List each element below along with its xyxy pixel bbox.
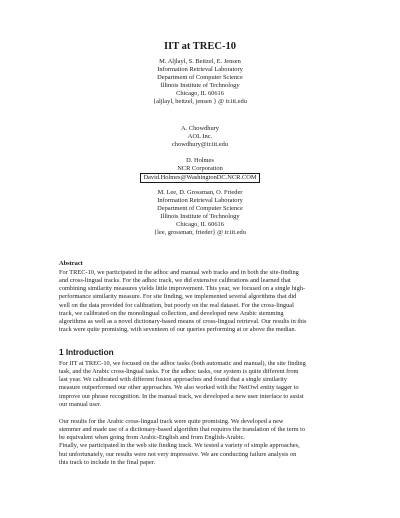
affiliation-city: Chicago, IL 60616 bbox=[176, 221, 224, 229]
affiliation-institute: Illinois Institute of Technology bbox=[160, 213, 240, 221]
author-emails: {lee, grossman, frieder} @ ir.iit.edu bbox=[154, 229, 246, 237]
abstract-line: well on the data provided for calibration, but poorly on the real dataset. For the cross-lingual bbox=[59, 301, 294, 309]
author-group-iit-2 bbox=[0, 189, 400, 238]
author-group-aol bbox=[0, 125, 400, 149]
abstract-line: performance similarity measure. For site finding, we implemented several algorithms that did bbox=[59, 293, 297, 301]
intro-line: but unfortunately, our results were not very impressive. We are conducting failure analysis on bbox=[59, 450, 297, 458]
section-heading-introduction: 1 Introduction bbox=[59, 348, 114, 357]
author-names: M. Lee, D. Grossman, O. Frieder bbox=[157, 189, 243, 196]
intro-line: Our results for the Arabic cross-lingual track were quite promising. We developed a new bbox=[59, 418, 284, 425]
intro-line: be equivalent when going from Arabic-English and from English-Arabic. bbox=[59, 434, 245, 442]
affiliation-company: AOL Inc. bbox=[187, 133, 213, 141]
affiliation-dept: Department of Computer Science bbox=[157, 74, 243, 82]
affiliation-lab: Information Retrieval Laboratory bbox=[157, 197, 243, 205]
intro-paragraph-2 bbox=[59, 418, 349, 467]
author-names: M. Aljlayl, S. Beitzel, E. Jensen bbox=[159, 58, 241, 65]
intro-line: For IIT at TREC-10, we focused on the adhoc tasks (both automatic and manual), the site finding bbox=[59, 360, 306, 367]
author-names: D. Holmes bbox=[186, 157, 214, 164]
intro-line: stemmer and made use of a dictionary-based algorithm that requires the translation of the term to bbox=[59, 426, 306, 434]
affiliation-lab: Information Retrieval Laboratory bbox=[157, 66, 243, 74]
abstract-line: and cross-lingual tracks. For the adhoc track, we did extensive calibrations and learned that bbox=[59, 277, 291, 285]
intro-line: last year. We calibrated with different fusion approaches and found that a single similarity bbox=[59, 376, 287, 384]
affiliation-company: NCR Corporation bbox=[177, 165, 223, 173]
abstract-line: track, we calibrated on the monolingual collection, and developed new Arabic stemming bbox=[59, 309, 284, 317]
author-email: chowdhury@ir.iit.edu bbox=[172, 141, 228, 149]
author-names: A. Chowdhury bbox=[181, 125, 219, 132]
abstract-line: track were quite promising, with seventeen of our queries performing at or above the median. bbox=[59, 326, 297, 334]
author-email-link[interactable]: David.Holmes@WashingtonDC.NCR.COM bbox=[140, 173, 259, 182]
intro-line: improve our phrase recognition. In the manual track, we developed a new user interface to assist bbox=[59, 392, 304, 400]
abstract-line: algorithms as well as a novel dictionary-based means of cross-lingual retrieval. Our results in this bbox=[59, 317, 307, 325]
abstract-body bbox=[59, 269, 349, 334]
author-group-ncr bbox=[0, 157, 400, 183]
affiliation-institute: Illinois Institute of Technology bbox=[160, 82, 240, 90]
intro-line: measure outperformed our other approaches. We also worked with the NetOwl entity tagger to bbox=[59, 384, 299, 392]
abstract-line: For TREC-10, we participated in the adhoc and manual web tracks and in both the site-finding bbox=[59, 269, 299, 276]
affiliation-city: Chicago, IL 60616 bbox=[176, 90, 224, 98]
abstract-line: combining similarity measures yields little improvement. This year, we focused on a single high- bbox=[59, 285, 306, 293]
affiliation-dept: Department of Computer Science bbox=[157, 205, 243, 213]
author-emails: {aljlayl, beitzel, jensen } @ ir.iit.edu bbox=[153, 98, 247, 106]
intro-line: this track to include in the final paper. bbox=[59, 458, 156, 466]
intro-paragraph-1 bbox=[59, 360, 349, 409]
intro-line: Finally, we participated in the web site finding track. We tested a variety of simple approaches, bbox=[59, 442, 300, 450]
intro-line: task, and the Arabic cross-lingual tasks. For the adhoc tasks, our system is quite different from bbox=[59, 368, 299, 376]
abstract-heading: Abstract bbox=[59, 260, 83, 267]
paper-title: IIT at TREC-10 bbox=[164, 41, 236, 52]
intro-line: our manual user. bbox=[59, 400, 102, 408]
author-group-iit-1 bbox=[0, 58, 400, 107]
